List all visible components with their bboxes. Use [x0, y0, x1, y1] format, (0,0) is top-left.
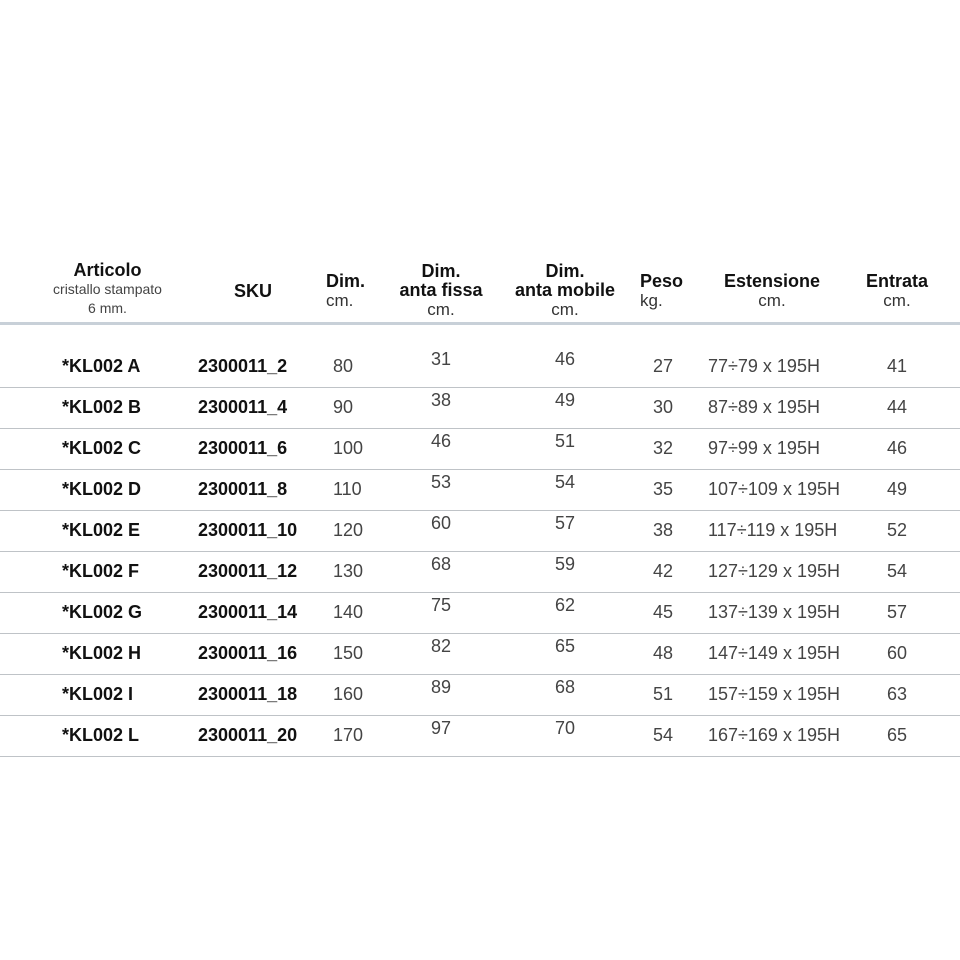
cell-articolo: *KL002 E: [62, 520, 141, 540]
header-anta-mobile: [506, 262, 624, 319]
table-row: [0, 428, 960, 470]
cell-estensione: 137÷139 x 195H: [708, 602, 840, 622]
header-anta-fissa-unit: cm.: [427, 300, 455, 319]
cell-entrata: 44: [886, 397, 908, 417]
cell-anta-fissa: 53: [430, 472, 452, 492]
header-peso: [640, 272, 692, 310]
cell-entrata: 46: [886, 438, 908, 458]
cell-estensione: 147÷149 x 195H: [708, 643, 840, 663]
header-estensione-title: Estensione: [723, 271, 821, 291]
header-dim: [326, 272, 376, 310]
cell-articolo: *KL002 I: [62, 684, 134, 704]
cell-peso: 54: [652, 725, 674, 745]
cell-estensione: 167÷169 x 195H: [708, 725, 840, 745]
cell-entrata: 60: [886, 643, 908, 663]
cell-peso: 42: [652, 561, 674, 581]
header-sku-title: SKU: [233, 281, 272, 301]
header-anta-mobile-unit: cm.: [551, 300, 579, 319]
cell-entrata: 54: [886, 561, 908, 581]
cell-anta-mobile: 62: [554, 595, 576, 615]
cell-entrata: 63: [886, 684, 908, 704]
cell-anta-mobile: 70: [554, 718, 576, 738]
cell-sku: 2300011_18: [198, 684, 298, 704]
cell-sku: 2300011_12: [198, 561, 298, 581]
table-row: [0, 592, 960, 634]
header-anta-mobile-title2: anta mobile: [514, 280, 616, 300]
cell-anta-mobile: 65: [554, 636, 576, 656]
header-articolo-sub2: 6 mm.: [88, 300, 127, 316]
header-dim-title: Dim.: [326, 271, 366, 291]
cell-dim: 130: [333, 561, 364, 581]
cell-sku: 2300011_16: [198, 643, 298, 663]
cell-dim: 150: [333, 643, 364, 663]
cell-anta-mobile: 54: [554, 472, 576, 492]
cell-dim: 110: [333, 479, 362, 499]
header-peso-title: Peso: [640, 271, 684, 291]
cell-estensione: 117÷119 x 195H: [708, 520, 838, 540]
header-anta-fissa: [388, 262, 494, 319]
table-row: [0, 387, 960, 429]
table-row: [0, 551, 960, 593]
cell-estensione: 127÷129 x 195H: [708, 561, 840, 581]
cell-entrata: 49: [886, 479, 908, 499]
header-articolo-sub1: cristallo stampato: [53, 281, 162, 297]
cell-anta-fissa: 75: [430, 595, 452, 615]
header-divider: [0, 322, 960, 325]
cell-articolo: *KL002 D: [62, 479, 142, 499]
header-entrata: [858, 272, 936, 310]
cell-anta-mobile: 46: [554, 349, 576, 369]
cell-peso: 38: [652, 520, 674, 540]
cell-entrata: 52: [886, 520, 908, 540]
cell-articolo: *KL002 C: [62, 438, 142, 458]
cell-dim: 120: [333, 520, 364, 540]
table-row: [0, 469, 960, 511]
header-anta-mobile-title1: Dim.: [545, 261, 585, 281]
cell-dim: 160: [333, 684, 364, 704]
cell-anta-fissa: 60: [430, 513, 452, 533]
table-row: [0, 510, 960, 552]
cell-anta-fissa: 31: [430, 349, 452, 369]
cell-sku: 2300011_2: [198, 356, 288, 376]
cell-sku: 2300011_20: [198, 725, 298, 745]
cell-dim: 90: [333, 397, 354, 417]
cell-anta-fissa: 82: [430, 636, 452, 656]
cell-estensione: 157÷159 x 195H: [708, 684, 840, 704]
cell-sku: 2300011_6: [198, 438, 288, 458]
cell-articolo: *KL002 H: [62, 643, 142, 663]
cell-dim: 140: [333, 602, 364, 622]
cell-sku: 2300011_8: [198, 479, 288, 499]
header-articolo-title: Articolo: [73, 260, 142, 280]
cell-peso: 35: [652, 479, 674, 499]
cell-articolo: *KL002 L: [62, 725, 140, 745]
cell-entrata: 41: [886, 356, 908, 376]
cell-dim: 80: [333, 356, 354, 376]
header-sku: [222, 282, 284, 301]
cell-peso: 32: [652, 438, 674, 458]
cell-dim: 100: [333, 438, 364, 458]
cell-entrata: 57: [886, 602, 908, 622]
cell-peso: 27: [652, 356, 674, 376]
cell-articolo: *KL002 F: [62, 561, 140, 581]
cell-peso: 51: [652, 684, 674, 704]
cell-sku: 2300011_14: [198, 602, 298, 622]
cell-sku: 2300011_10: [198, 520, 298, 540]
cell-peso: 30: [652, 397, 674, 417]
header-dim-unit: cm.: [326, 291, 354, 310]
header-peso-unit: kg.: [640, 291, 663, 310]
cell-peso: 48: [652, 643, 674, 663]
table-row: [0, 633, 960, 675]
cell-peso: 45: [652, 602, 674, 622]
cell-anta-mobile: 49: [554, 390, 576, 410]
cell-anta-mobile: 68: [554, 677, 576, 697]
cell-articolo: *KL002 B: [62, 397, 142, 417]
table-row: [0, 674, 960, 716]
cell-entrata: 65: [886, 725, 908, 745]
cell-anta-fissa: 97: [430, 718, 452, 738]
cell-dim: 170: [333, 725, 364, 745]
cell-anta-fissa: 38: [430, 390, 452, 410]
cell-anta-mobile: 59: [554, 554, 576, 574]
cell-estensione: 87÷89 x 195H: [708, 397, 820, 417]
cell-sku: 2300011_4: [198, 397, 288, 417]
table-row: [0, 715, 960, 757]
header-estensione: [712, 272, 832, 310]
header-entrata-unit: cm.: [883, 291, 911, 310]
table-row: [0, 346, 960, 388]
cell-anta-mobile: 51: [554, 431, 576, 451]
cell-anta-fissa: 68: [430, 554, 452, 574]
cell-anta-fissa: 89: [430, 677, 452, 697]
header-articolo: [30, 261, 185, 318]
cell-estensione: 97÷99 x 195H: [708, 438, 820, 458]
header-entrata-title: Entrata: [865, 271, 928, 291]
cell-estensione: 107÷109 x 195H: [708, 479, 840, 499]
header-anta-fissa-title2: anta fissa: [399, 280, 483, 300]
header-anta-fissa-title1: Dim.: [421, 261, 461, 281]
cell-articolo: *KL002 A: [62, 356, 141, 376]
cell-anta-fissa: 46: [430, 431, 452, 451]
header-estensione-unit: cm.: [758, 291, 786, 310]
cell-articolo: *KL002 G: [62, 602, 143, 622]
cell-anta-mobile: 57: [554, 513, 576, 533]
cell-estensione: 77÷79 x 195H: [708, 356, 820, 376]
